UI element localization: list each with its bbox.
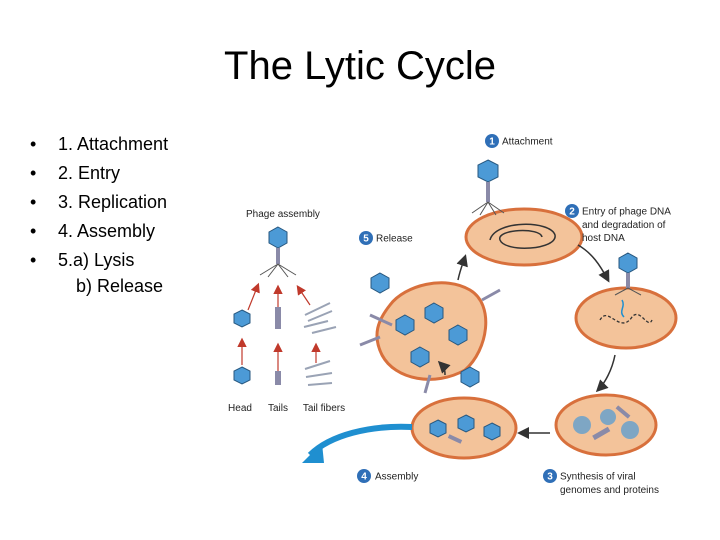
- stage-label: Entry of phage DNA: [582, 206, 671, 218]
- tail-part: [275, 371, 281, 385]
- complete-phage: [260, 227, 296, 277]
- synthesis-stage: [543, 395, 659, 496]
- step-item: [30, 246, 168, 275]
- part-label: Tails: [267, 403, 289, 414]
- stage-label: Assembly: [375, 471, 419, 483]
- phage-assembly-panel: [228, 209, 345, 414]
- step-label: 3. Replication: [58, 192, 168, 212]
- lytic-cycle-figure: [220, 125, 680, 505]
- badge-number: 2: [569, 206, 575, 218]
- stage-label: Attachment: [502, 136, 553, 148]
- tail-part: [275, 307, 281, 329]
- part-label: Head: [228, 403, 252, 414]
- badge-number: 1: [489, 136, 495, 148]
- step-item: [30, 130, 168, 159]
- steps-list: [30, 130, 168, 275]
- badge-number: 3: [547, 471, 553, 483]
- badge-number: 5: [363, 233, 369, 245]
- tail-fibers: [305, 361, 332, 385]
- host-cell: [466, 206, 582, 265]
- bullet-icon: •: [30, 134, 37, 154]
- bullet-icon: •: [30, 192, 37, 212]
- head-part: [234, 310, 250, 327]
- stage-label: Synthesis of viral: [560, 471, 636, 483]
- attachment-stage: [466, 134, 582, 265]
- phage-icon: [472, 160, 504, 215]
- tail-fibers: [304, 303, 336, 333]
- bullet-icon: •: [30, 221, 37, 241]
- bullet-icon: •: [30, 250, 37, 270]
- panel-title: Phage assembly: [246, 209, 320, 220]
- head-part: [234, 367, 250, 384]
- slide-title: The Lytic Cycle: [224, 44, 496, 88]
- step-item: [30, 217, 168, 246]
- stage-label: genomes and proteins: [560, 485, 659, 496]
- step-item: [30, 159, 168, 188]
- part-label: Tail fibers: [302, 403, 346, 414]
- blue-arrow: [310, 427, 412, 455]
- host-cell: [556, 395, 656, 455]
- step-item: [30, 188, 168, 217]
- stage-label: Release: [376, 233, 413, 245]
- step-label: 2. Entry: [58, 163, 121, 183]
- step-label: 1. Attachment: [58, 134, 169, 154]
- badge-number: 4: [361, 471, 367, 483]
- substep-label: b) Release: [76, 276, 164, 296]
- step-label: 4. Assembly: [58, 221, 156, 241]
- host-cell: [576, 288, 676, 348]
- stage-label: and degradation of: [582, 220, 666, 231]
- stage-label: host DNA: [582, 233, 625, 244]
- step-label: 5.a) Lysis: [58, 250, 135, 270]
- assembly-stage: [357, 398, 516, 483]
- entry-stage: [565, 204, 676, 348]
- bullet-icon: •: [30, 163, 37, 183]
- lysed-cell: [377, 283, 486, 380]
